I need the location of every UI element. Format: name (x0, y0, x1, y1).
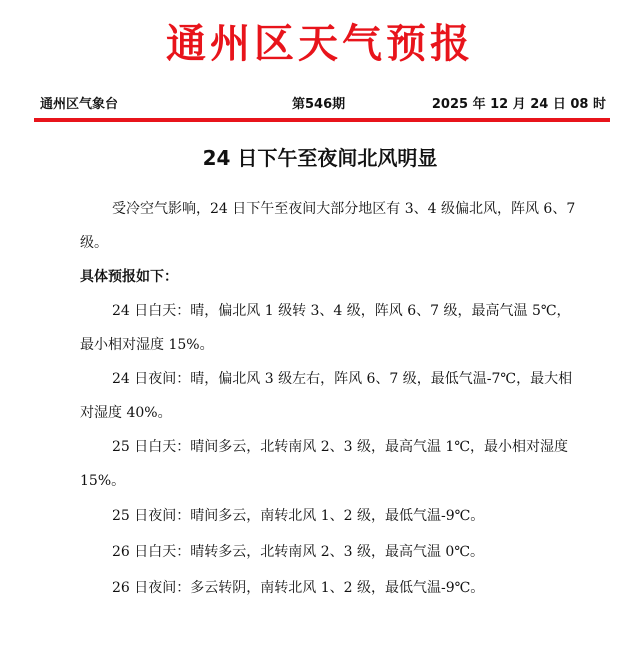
forecast-item: 24 日白天：晴，偏北风 1 级转 3、4 级，阵风 6、7 级，最高气温 5℃，最小相对湿度 15%。 (80, 303, 571, 353)
intro-paragraph: 受冷空气影响，24 日下午至夜间大部分地区有 3、4 级偏北风，阵风 6、7 级。 (80, 201, 576, 251)
publisher-name: 通州区气象台 (40, 97, 119, 112)
issue-bar (40, 94, 606, 116)
article-body (80, 192, 580, 606)
forecast-item: 25 日白天：晴间多云，北转南风 2、3 级，最高气温 1℃，最小相对湿度 15%。 (80, 439, 568, 489)
masthead-title: 通州区天气预报 (166, 21, 474, 67)
issue-number: 第546期 (292, 97, 346, 112)
article-headline: 24 日下午至夜间北风明显 (202, 146, 438, 170)
forecast-item: 24 日夜间：晴，偏北风 3 级左右，阵风 6、7 级，最低气温-7℃，最大相对湿度 40%。 (80, 371, 573, 421)
forecast-item: 26 日夜间：多云转阴，南转北风 1、2 级，最低气温-9℃。 (112, 580, 485, 596)
section-title: 具体预报如下： (80, 269, 178, 285)
red-divider (34, 118, 610, 122)
forecast-item: 25 日夜间：晴间多云，南转北风 1、2 级，最低气温-9℃。 (112, 508, 485, 524)
issue-datetime: 2025 年 12 月 24 日 08 时 (431, 97, 606, 112)
forecast-item: 26 日白天：晴转多云，北转南风 2、3 级，最高气温 0℃。 (112, 544, 484, 560)
